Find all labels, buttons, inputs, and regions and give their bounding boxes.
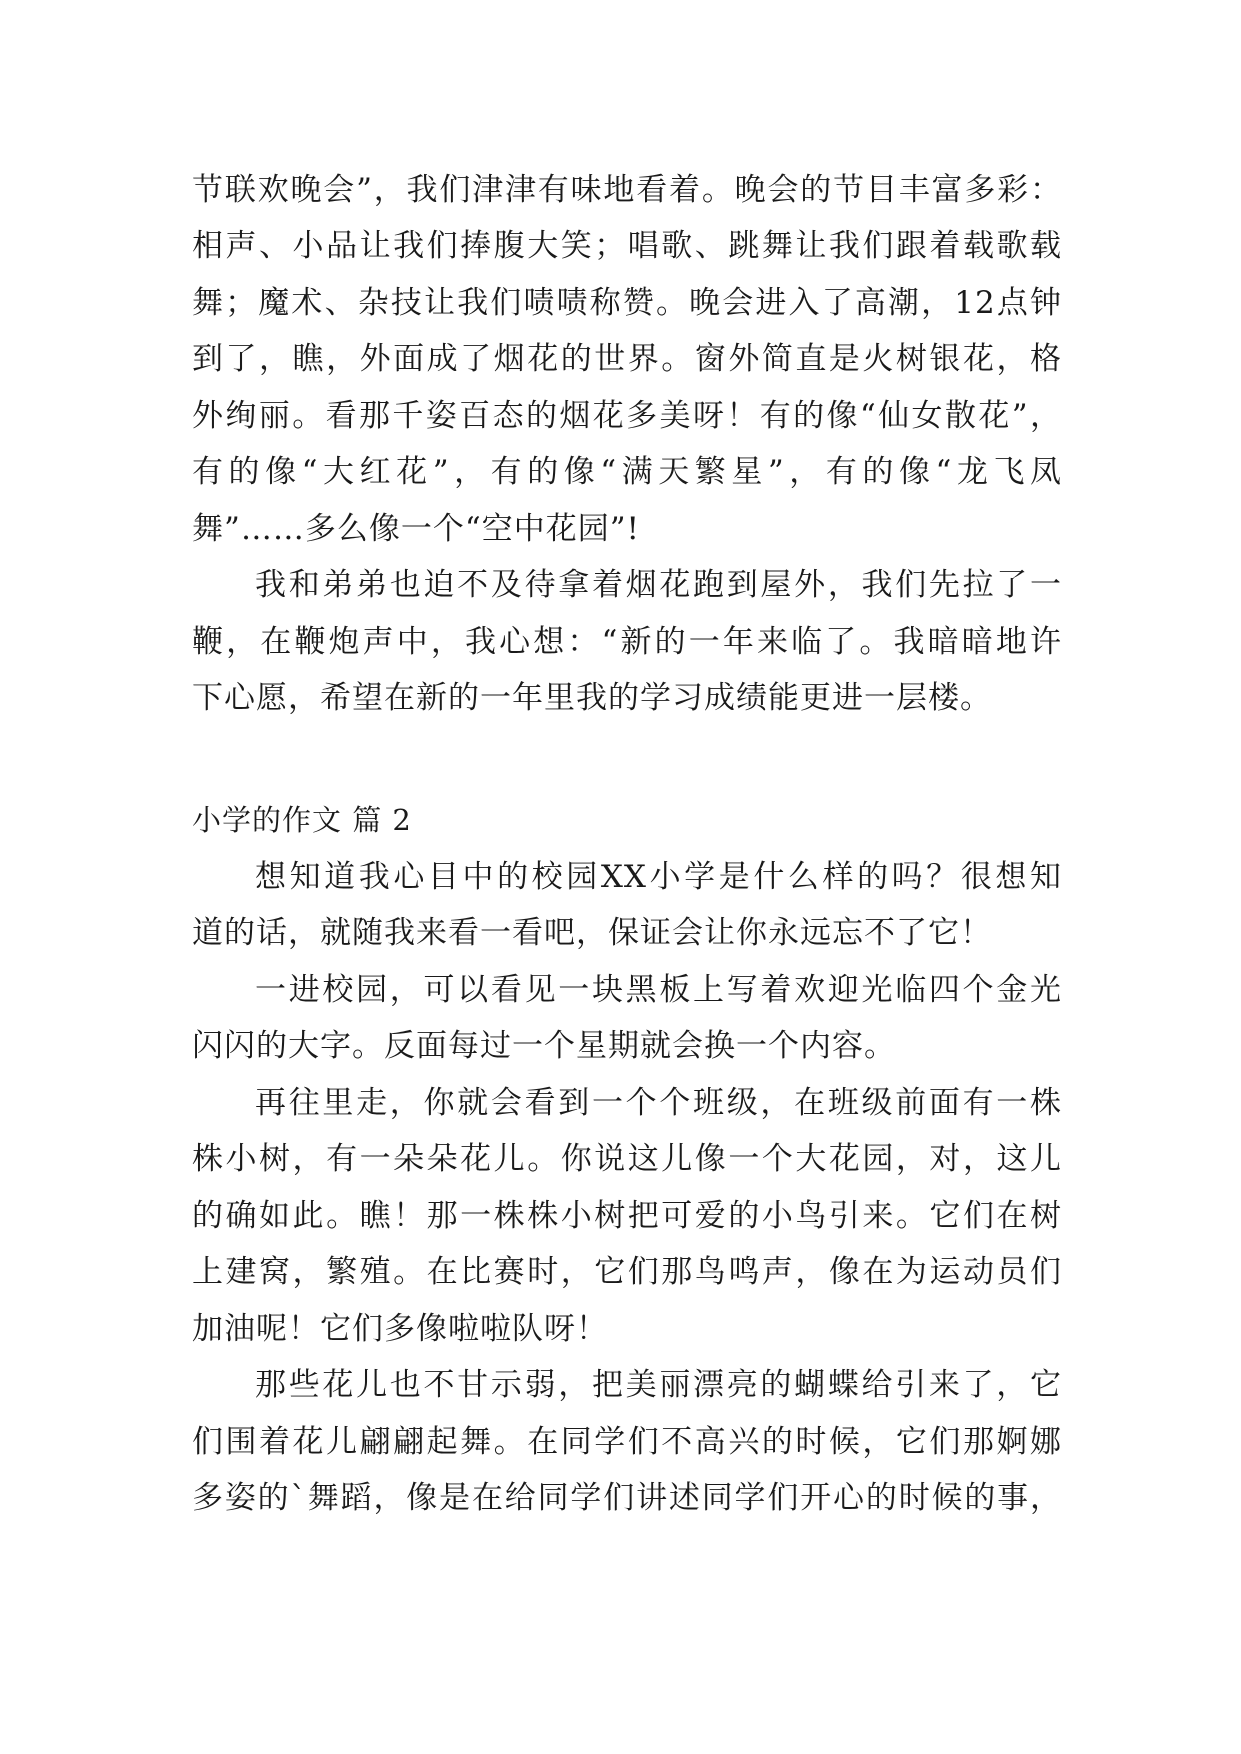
paragraph-line: 加油呢！它们多像啦啦队呀！ <box>192 1311 608 1347</box>
paragraph-line: 再往里走，你就会看到一个个班级，在班级前面有一株 <box>255 1085 1062 1121</box>
paragraph-line: 到了，瞧，外面成了烟花的世界。窗外简直是火树银花，格 <box>192 341 1062 377</box>
section-heading: 小学的作文 篇 2 <box>192 803 412 837</box>
paragraph-line: 那些花儿也不甘示弱，把美丽漂亮的蝴蝶给引来了，它 <box>255 1367 1062 1403</box>
paragraph-line: 我和弟弟也迫不及待拿着烟花跑到屋外，我们先拉了一 <box>255 567 1062 603</box>
paragraph-line: 相声、小品让我们捧腹大笑；唱歌、跳舞让我们跟着载歌载 <box>192 228 1062 264</box>
paragraph-line: 一进校园，可以看见一块黑板上写着欢迎光临四个金光 <box>255 972 1062 1008</box>
paragraph-line: 下心愿，希望在新的一年里我的学习成绩能更进一层楼。 <box>192 680 992 716</box>
paragraph-line: 舞”……多么像一个“空中花园”! <box>192 511 641 547</box>
paragraph-line: 外绚丽。看那千姿百态的烟花多美呀！有的像“仙女散花”， <box>192 398 1062 434</box>
paragraph-line: 节联欢晚会”，我们津津有味地看着。晚会的节目丰富多彩： <box>192 172 1062 208</box>
paragraph-line: 的确如此。瞧！那一株株小树把可爱的小鸟引来。它们在树 <box>192 1198 1062 1234</box>
paragraph-line: 鞭，在鞭炮声中，我心想：“新的一年来临了。我暗暗地许 <box>192 624 1062 660</box>
paragraph-line: 株小树，有一朵朵花儿。你说这儿像一个大花园，对，这儿 <box>192 1141 1062 1177</box>
paragraph-line: 想知道我心目中的校园XX小学是什么样的吗？很想知 <box>255 859 1062 895</box>
paragraph-line: 闪闪的大字。反面每过一个星期就会换一个内容。 <box>192 1028 896 1064</box>
paragraph-line: 舞；魔术、杂技让我们啧啧称赞。晚会进入了高潮，12点钟 <box>192 285 1062 321</box>
paragraph-line: 道的话，就随我来看一看吧，保证会让你永远忘不了它！ <box>192 915 992 951</box>
paragraph-line: 上建窝，繁殖。在比赛时，它们那鸟鸣声，像在为运动员们 <box>192 1254 1062 1290</box>
paragraph-line: 多姿的`舞蹈，像是在给同学们讲述同学们开心的时候的事， <box>192 1480 1062 1516</box>
paragraph-line: 有的像“大红花”，有的像“满天繁星”，有的像“龙飞凤 <box>192 454 1062 490</box>
paragraph-line: 们围着花儿翩翩起舞。在同学们不高兴的时候，它们那婀娜 <box>192 1424 1062 1460</box>
